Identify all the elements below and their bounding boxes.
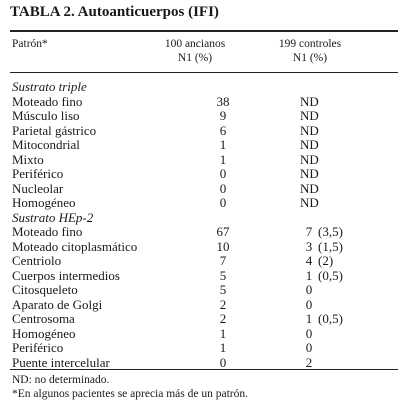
controls-value: ND (300, 166, 319, 181)
controls-cell (300, 240, 343, 255)
elderly-value: 2 (219, 311, 227, 326)
section-header-row (0, 80, 408, 95)
controls-value: ND (300, 122, 319, 138)
controls-value: 4 (305, 253, 313, 268)
controls-cell (300, 138, 318, 153)
controls-value: ND (300, 180, 319, 196)
elderly-value: 10 (216, 238, 230, 254)
row-label: Centriolo (12, 253, 62, 268)
header-pattern: Patrón* (12, 38, 48, 50)
elderly-value: 0 (219, 195, 227, 210)
table-row (0, 124, 408, 139)
row-label: Periférico (12, 340, 64, 355)
row-label: Parietal gástrico (12, 122, 97, 138)
controls-percent: (0,5) (318, 267, 343, 283)
controls-value: 0 (305, 296, 313, 312)
controls-cell (300, 269, 343, 284)
table-row (0, 312, 408, 327)
header-controls-line2: N1 (%) (292, 52, 328, 64)
table-row (0, 153, 408, 168)
elderly-value: 2 (219, 296, 227, 312)
controls-cell (300, 356, 318, 371)
elderly-value: 0 (219, 354, 227, 370)
controls-value: ND (300, 195, 319, 210)
controls-percent: (2) (318, 253, 334, 268)
elderly-value: 6 (219, 122, 227, 138)
controls-cell (300, 298, 318, 313)
header-elderly (158, 37, 232, 65)
row-label: Nucleolar (12, 180, 64, 196)
row-label: Periférico (12, 166, 64, 181)
controls-value: 0 (305, 325, 313, 341)
controls-cell (300, 109, 318, 124)
controls-value: 3 (305, 238, 313, 254)
elderly-value: 0 (219, 180, 227, 196)
controls-value: ND (300, 93, 319, 109)
table-row (0, 283, 408, 298)
header-rule (10, 72, 398, 73)
table-row (0, 254, 408, 269)
table-row (0, 269, 408, 284)
controls-value: 7 (305, 224, 313, 239)
controls-percent: (3,5) (318, 224, 343, 239)
table-body (0, 80, 408, 370)
row-label: Citosqueleto (12, 282, 78, 297)
elderly-value: 7 (219, 253, 227, 268)
row-label: Mixto (12, 151, 44, 167)
controls-value: ND (300, 108, 319, 123)
controls-value: 0 (305, 282, 313, 297)
controls-cell (300, 182, 318, 197)
table-row (0, 182, 408, 197)
footnote-nd: ND: no determinado. (12, 374, 110, 386)
row-label: Moteado fino (12, 224, 83, 239)
table-row (0, 240, 408, 255)
elderly-value: 1 (219, 137, 227, 152)
table-row (0, 341, 408, 356)
row-label: Moteado fino (12, 93, 83, 109)
table-row (0, 95, 408, 110)
header-controls (270, 37, 350, 65)
controls-cell (300, 167, 318, 182)
elderly-value: 5 (219, 267, 227, 283)
footnotes (12, 374, 248, 401)
controls-value: 1 (305, 311, 313, 326)
row-label: Homogéneo (12, 325, 76, 341)
table-row (0, 109, 408, 124)
row-label: Aparato de Golgi (12, 296, 103, 312)
controls-cell (300, 124, 318, 139)
section-header-row (0, 211, 408, 226)
elderly-value: 5 (219, 282, 227, 297)
elderly-value: 38 (216, 93, 230, 109)
row-label: Moteado citoplasmático (12, 238, 138, 254)
table-row (0, 356, 408, 371)
controls-cell (300, 254, 333, 269)
table-row (0, 327, 408, 342)
controls-cell (300, 225, 343, 240)
header-elderly-line1: 100 ancianos (164, 38, 226, 50)
table-row (0, 298, 408, 313)
section-label: Sustrato triple (12, 79, 87, 94)
controls-cell (300, 95, 318, 110)
row-label: Músculo liso (12, 108, 80, 123)
controls-value: 0 (305, 340, 313, 355)
controls-cell (300, 283, 318, 298)
top-rule (10, 30, 398, 32)
controls-value: ND (300, 151, 319, 167)
controls-value: ND (300, 137, 319, 152)
footnote-pattern: *En algunos pacientes se aprecia más de un patrón. (12, 387, 248, 400)
controls-value: 1 (305, 267, 313, 283)
section-label: Sustrato HEp-2 (12, 209, 94, 225)
controls-cell (300, 153, 318, 168)
table-title: TABLA 2. Autoanticuerpos (IFI) (10, 4, 219, 20)
elderly-value: 1 (219, 151, 227, 167)
bottom-rule (10, 369, 398, 370)
elderly-value: 9 (219, 108, 227, 123)
controls-cell (300, 196, 318, 211)
controls-percent: (1,5) (318, 238, 343, 254)
controls-cell (300, 327, 318, 342)
elderly-value: 1 (219, 340, 227, 355)
controls-cell (300, 312, 343, 327)
table-row (0, 225, 408, 240)
table-row (0, 196, 408, 211)
header-controls-line1: 199 controles (278, 38, 342, 50)
table-row (0, 138, 408, 153)
row-label: Cuerpos intermedios (12, 267, 120, 283)
header-elderly-line2: N1 (%) (177, 52, 213, 64)
controls-percent: (0,5) (318, 311, 343, 326)
row-label: Centrosoma (12, 311, 75, 326)
row-label: Homogéneo (12, 195, 76, 210)
elderly-value: 67 (216, 224, 230, 239)
controls-cell (300, 341, 318, 356)
row-label: Mitocondrial (12, 137, 80, 152)
controls-value: 2 (305, 354, 313, 370)
table-row (0, 167, 408, 182)
row-label: Puente intercelular (12, 354, 110, 370)
elderly-value: 0 (219, 166, 227, 181)
elderly-value: 1 (219, 325, 227, 341)
